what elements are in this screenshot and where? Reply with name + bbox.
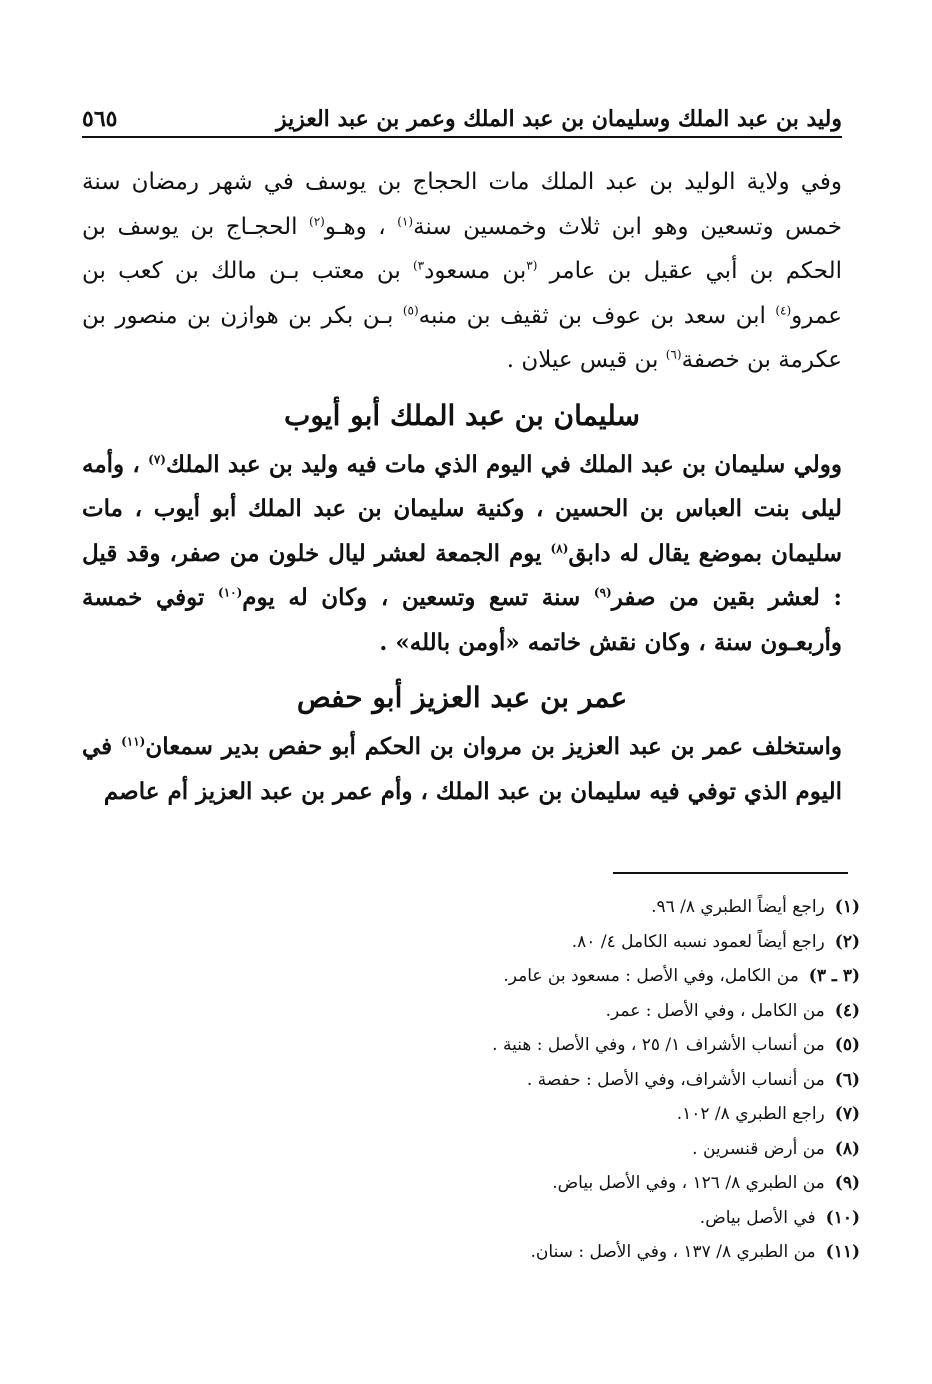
- footnote-ref: (٢): [309, 213, 325, 228]
- text-run: توفي خمسة وأربعـون سنة ، وكان نقش خاتمه «أومن بالله» .: [82, 584, 842, 656]
- footnote-number: (٩): [834, 1173, 860, 1193]
- footnote-number: (٨): [834, 1138, 860, 1159]
- footnote-number: (١٠): [825, 1207, 860, 1228]
- footnote-ref: (٤): [775, 302, 792, 317]
- footnote-ref: ٣): [412, 258, 425, 273]
- section-heading-sulayman: سليمان بن عبد الملك أبو أيوب: [284, 398, 640, 432]
- text-run: واستخلف عمر بن عبد العزيز بن مروان بن الحكم أبو حفص بدير سمعان: [145, 733, 842, 760]
- text-run: الحجـاج بن يوسف بن الحكم بن أبي عقيل بن عامر: [82, 213, 842, 284]
- footnote-ref: (١١): [121, 734, 146, 749]
- text-run: سنة تسع وتسعين ، وكان له يوم: [242, 584, 581, 611]
- page-number: ٥٦٥: [82, 106, 118, 132]
- footnote-text: راجع الطبري ٨/ ١٠٢.: [676, 1104, 825, 1124]
- footnote-rule: [613, 872, 848, 874]
- section-heading-umar: عمر بن عبد العزيز أبو حفص: [296, 681, 628, 714]
- footnote-ref: (٣: [526, 258, 538, 273]
- footnote-text: من الكامل ، وفي الأصل : عمر.: [605, 1000, 825, 1021]
- text-run: بن مسعود: [424, 258, 527, 284]
- footnote: [140, 959, 860, 994]
- footnote-text: من الطبري ٨/ ١٢٦ ، وفي الأصل بياض.: [552, 1173, 825, 1193]
- running-title: وليد بن عبد الملك وسليمان بن عبد الملك وعمر بن عبد العزيز: [275, 106, 842, 132]
- footnote: [140, 1166, 860, 1201]
- footnote-text: في الأصل بياض.: [699, 1207, 816, 1228]
- footnote: [140, 1063, 860, 1098]
- footnote-ref: (٦): [665, 347, 682, 362]
- footnote-text: من أنساب الأشراف، وفي الأصل : حفصة .: [526, 1069, 825, 1090]
- footnote-number: (١): [834, 897, 860, 917]
- footnote: [140, 1235, 860, 1270]
- footnote: [140, 925, 860, 960]
- footnote-number: (٢): [834, 931, 860, 952]
- text-run: بن معتب بـن مالك بن كعب بن عمرو: [82, 258, 842, 329]
- footnote-ref: (٩): [593, 585, 612, 600]
- footnote-number: (٦): [834, 1069, 860, 1090]
- footnote: [140, 1132, 860, 1167]
- footnote-number: (٤): [834, 1000, 860, 1021]
- text-run: وولي سليمان بن عبد الملك في اليوم الذي مات فيه وليد بن عبد الملك: [165, 450, 842, 478]
- footnote: [140, 1201, 860, 1236]
- header-rule: [82, 136, 842, 138]
- footnote-text: من الكامل، وفي الأصل : مسعود بن عامر.: [503, 966, 799, 986]
- footnote-ref: (٧): [148, 451, 166, 466]
- footnote: [140, 890, 860, 925]
- footnote-number: (٥): [834, 1035, 860, 1055]
- paragraph-sulayman: [82, 443, 842, 666]
- text-run: وفي ولاية الوليد بن عبد الملك مات الحجاج بن يوسف في شهر رمضان سنة خمس وتسعين وهو ابن ثلاث وخمسين سنة: [82, 169, 843, 240]
- text-run: بن قيس عيلان .: [506, 347, 659, 373]
- paragraph-hajjaj: [82, 160, 842, 383]
- footnote-text: راجع أيضاً لعمود نسبه الكامل ٤/ ٨٠.: [571, 931, 825, 952]
- footnote-ref: (١٠): [218, 585, 243, 600]
- paragraph-umar: [82, 725, 842, 814]
- main-text: [82, 160, 842, 814]
- footnote: [140, 1097, 860, 1132]
- footnote-number: (١١): [825, 1242, 860, 1262]
- footnote-text: من الطبري ٨/ ١٣٧ ، وفي الأصل : سنان.: [530, 1242, 816, 1262]
- footnote-text: راجع أيضاً الطبري ٨/ ٩٦.: [651, 897, 825, 917]
- text-run: بـن بكر بن هوازن بن منصور بن عكرمة بن خصفة: [82, 302, 842, 373]
- text-run: يوم الجمعة لعشر ليال خلون من صفر، وقد قيل : لعشر بقين من صفر: [82, 539, 843, 611]
- footnote-text: من أرض قنسرين .: [692, 1138, 825, 1159]
- footnote-ref: (٥): [402, 302, 419, 317]
- text-run: ، وهـو: [324, 213, 386, 240]
- text-run: ابن سعد بن عوف بن ثقيف بن منبه: [418, 302, 766, 329]
- footnote-text: من أنساب الأشراف ١/ ٢٥ ، وفي الأصل : هنية .: [492, 1035, 825, 1055]
- text-run: ، وأمه ليلى بنت العباس بن الحسين ، وكنية سليمان بن عبد الملك أبو أيوب ، مات سليمان بموضع يقال له دابق: [82, 450, 842, 567]
- footnote: [140, 1028, 860, 1063]
- running-header: [82, 92, 842, 132]
- footnote-ref: (٨): [550, 540, 569, 555]
- text-run: في اليوم الذي توفي فيه سليمان بن عبد الملك ، وأم عمر بن عبد العزيز أم عاصم: [82, 733, 842, 805]
- footnote-number: (٣ ـ ٣): [808, 966, 860, 986]
- footnote-list: [140, 890, 860, 1270]
- footnote: [140, 994, 860, 1029]
- footnote-ref: (١): [397, 213, 414, 228]
- footnote-number: (٧): [834, 1104, 860, 1124]
